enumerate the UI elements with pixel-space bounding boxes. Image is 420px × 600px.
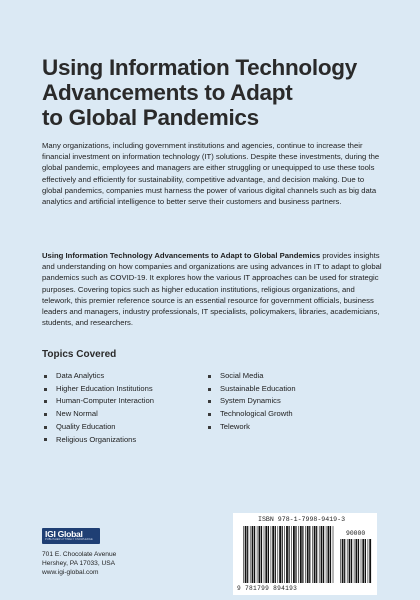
topic-label: System Dynamics <box>220 396 281 406</box>
publisher-address <box>42 550 116 577</box>
topic-label: Higher Education Institutions <box>56 383 153 393</box>
bullet-icon <box>208 426 211 429</box>
barcode-bar <box>298 526 299 583</box>
addon-number: 90000 <box>346 530 366 537</box>
barcode-bars <box>233 513 377 595</box>
barcode-bar <box>330 526 331 583</box>
topic-item <box>206 383 296 396</box>
barcode-bar <box>305 526 306 583</box>
barcode-bar <box>349 539 351 583</box>
barcode-bar <box>307 526 309 583</box>
barcode-bar <box>264 526 265 583</box>
barcode-bar <box>340 539 341 583</box>
topic-item <box>42 408 154 421</box>
barcode-bar <box>319 526 320 583</box>
barcode-bar <box>289 526 290 583</box>
bullet-icon <box>44 413 47 416</box>
barcode-bar <box>358 539 359 583</box>
bullet-icon <box>208 413 211 416</box>
barcode-bar <box>268 526 269 583</box>
barcode-bar <box>300 526 302 583</box>
main-barcode-bars <box>243 526 333 583</box>
barcode-bar <box>279 526 281 583</box>
barcode-bar <box>365 539 366 583</box>
addon-barcode-bars <box>340 539 371 583</box>
topic-label: New Normal <box>56 409 98 419</box>
barcode-bar <box>247 526 248 583</box>
barcode-bar <box>312 526 313 583</box>
barcode-bar <box>369 539 371 583</box>
barcode-bar <box>321 526 323 583</box>
bullet-icon <box>44 375 47 378</box>
topic-item <box>42 395 154 408</box>
description-body: provides insights and understanding on how companies and organizations are using advances in IT to adapt to global pandemics such as COVID-19. It explores how the various IT approaches can be used for strategic purposes. Covering topics such as higher education institutions, religious organizations, and telework, this premier reference source is an essential resource for government officials, business leaders and managers, industry professionals, IT specialists, policymakers, libraries, academicians, students, and researchers. <box>42 251 382 328</box>
barcode-bar <box>323 526 324 583</box>
barcode-bar <box>368 539 369 583</box>
topic-label: Quality Education <box>56 421 116 431</box>
topics-heading: Topics Covered <box>42 349 117 360</box>
barcode-bar <box>271 526 272 583</box>
topic-item <box>206 370 296 383</box>
address-line: Hershey, PA 17033, USA <box>42 560 116 567</box>
barcode-bar <box>252 526 254 583</box>
bullet-icon <box>44 438 47 441</box>
publisher-logo <box>42 528 100 544</box>
barcode-bar <box>284 526 285 583</box>
barcode-bar <box>261 526 262 583</box>
bullet-icon <box>44 426 47 429</box>
address-line: 701 E. Chocolate Avenue <box>42 551 117 558</box>
barcode-bar <box>361 539 362 583</box>
barcode-bar <box>293 526 295 583</box>
barcode <box>233 513 377 595</box>
barcode-bar <box>275 526 276 583</box>
barcode-bar <box>309 526 310 583</box>
barcode-bar <box>257 526 258 583</box>
barcode-bar <box>291 526 292 583</box>
barcode-bar <box>272 526 274 583</box>
barcode-bar <box>259 526 261 583</box>
topic-item <box>206 421 296 434</box>
barcode-bar <box>328 526 330 583</box>
barcode-bar <box>362 539 364 583</box>
topic-label: Social Media <box>220 371 264 380</box>
topic-item <box>206 408 296 421</box>
topic-label: Data Analytics <box>56 371 105 380</box>
barcode-bar <box>326 526 327 583</box>
topic-item <box>206 395 296 408</box>
barcode-bar <box>333 526 334 583</box>
topic-item <box>42 421 154 434</box>
barcode-bar <box>314 526 316 583</box>
isbn-label: ISBN 978-1-7998-9419-3 <box>258 516 346 523</box>
barcode-bar <box>286 526 288 583</box>
barcode-bar <box>295 526 296 583</box>
barcode-bar <box>354 539 355 583</box>
barcode-bar <box>265 526 267 583</box>
barcode-bar <box>245 526 247 583</box>
description-lead: Using Information Technology Advancements to Adapt to Global Pandemics <box>42 251 321 260</box>
topic-label: Sustainable Education <box>220 383 296 393</box>
barcode-bar <box>342 539 344 583</box>
website-link[interactable]: www.igi-global.com <box>42 569 99 576</box>
topic-item <box>42 370 154 383</box>
barcode-bar <box>351 539 352 583</box>
barcode-bar <box>302 526 303 583</box>
barcode-bar <box>243 526 244 583</box>
logo-tagline: PUBLISHER of TIMELY KNOWLEDGE <box>45 538 93 541</box>
topic-item <box>42 383 154 396</box>
topics-list-left <box>42 370 154 446</box>
topic-item <box>42 434 154 447</box>
title-line: Advancements to Adapt <box>42 80 293 105</box>
bullet-icon <box>208 388 211 391</box>
intro-paragraph: Many organizations, including government institutions and agencies, continue to increase their financial investment on information technology (IT) solutions. Despite these investments, during the global pandemic, employees and managers are either struggling or unequipped to use these tools effectively and efficiently for sustainability, competitive advantage, and decision making. Due to global pandemics, companies must harness the power of various digital channels such as big data analytics and artificial intelligence to better serve their customers and business partners. <box>42 141 380 207</box>
bullet-icon <box>44 388 47 391</box>
logo-text: IGI Global <box>45 529 83 539</box>
barcode-bar <box>278 526 279 583</box>
title-line: to Global Pandemics <box>42 105 259 130</box>
barcode-bar <box>254 526 255 583</box>
barcode-bar <box>250 526 251 583</box>
topics-list-right <box>206 370 296 434</box>
topic-label: Religious Organizations <box>56 434 137 444</box>
bullet-icon <box>44 400 47 403</box>
topic-label: Human-Computer Interaction <box>56 396 154 406</box>
barcode-bar <box>316 526 317 583</box>
topic-label: Technological Growth <box>220 409 293 419</box>
barcode-bar <box>344 539 345 583</box>
bullet-icon <box>208 400 211 403</box>
book-title <box>42 55 382 130</box>
bullet-icon <box>208 375 211 378</box>
barcode-bar <box>282 526 283 583</box>
barcode-digits: 9 781799 894193 <box>237 585 298 592</box>
description-paragraph <box>42 250 382 328</box>
barcode-bar <box>356 539 358 583</box>
title-line: Using Information Technology <box>42 55 357 80</box>
topic-label: Telework <box>220 421 250 431</box>
barcode-bar <box>347 539 348 583</box>
